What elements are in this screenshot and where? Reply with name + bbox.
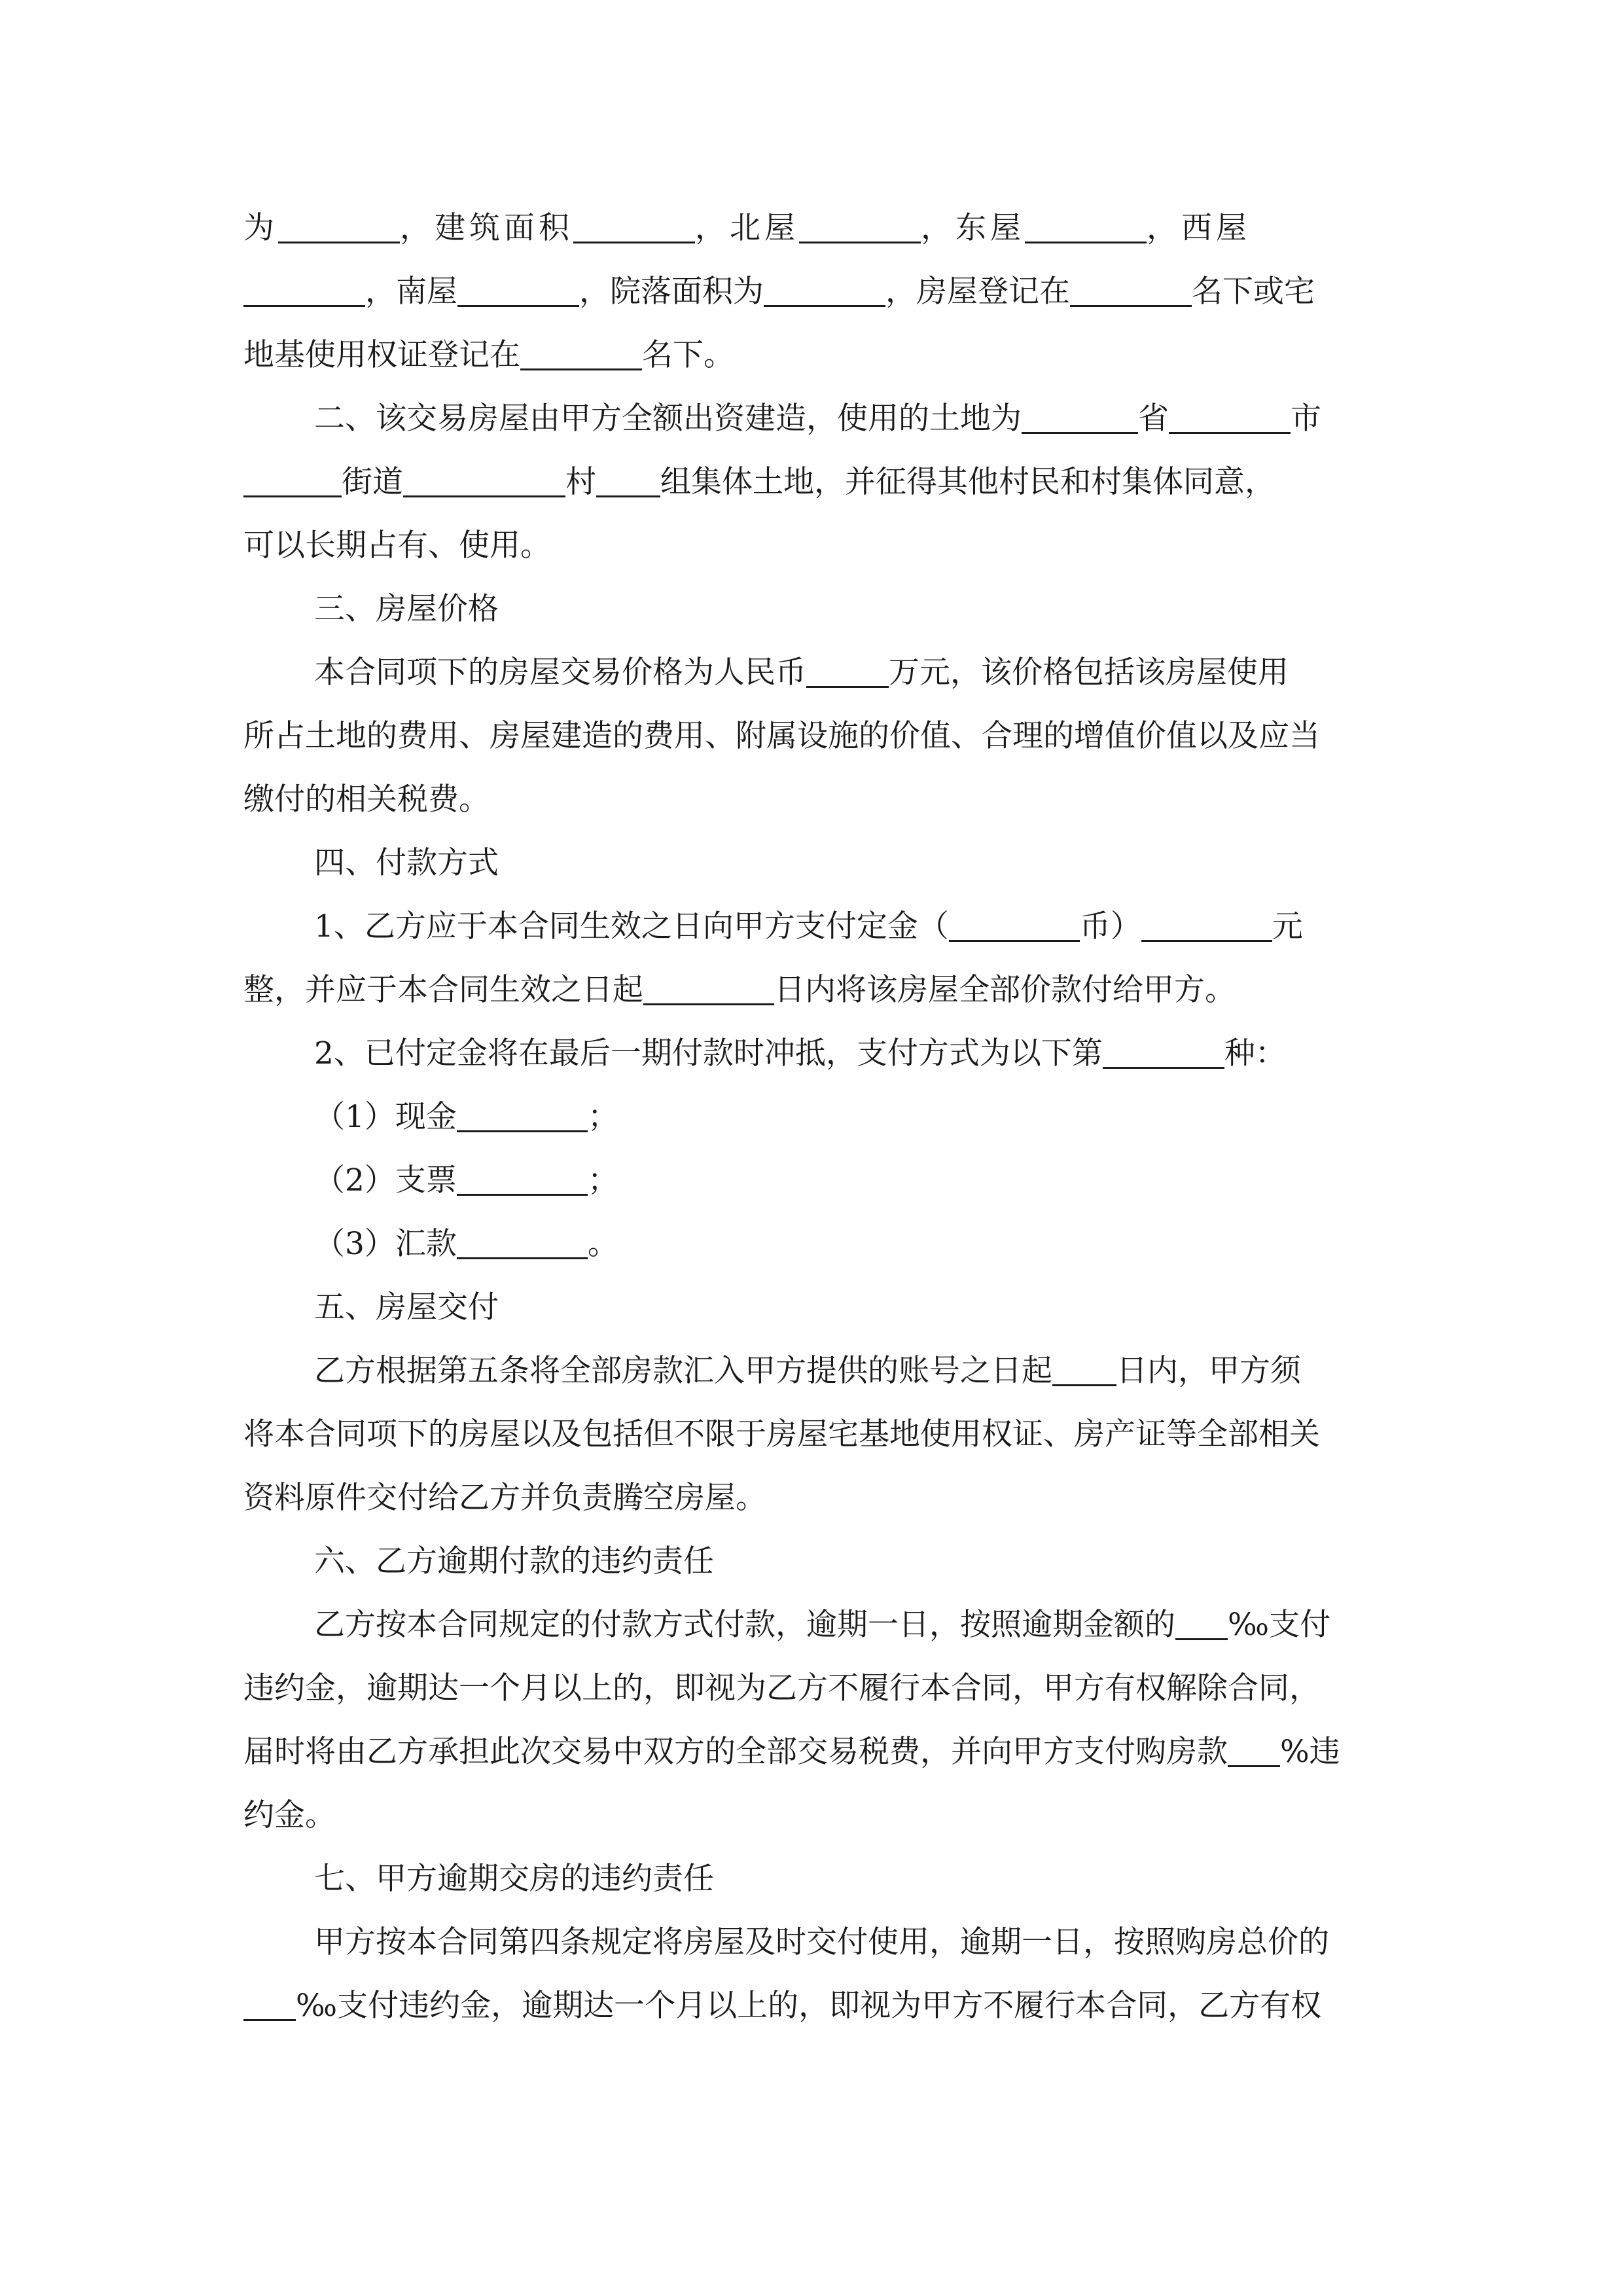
text: （3）汇款 [314,1226,457,1262]
text: 名下或宅 [1192,274,1315,310]
section5-heading: 五、房屋交付 [314,1289,499,1325]
section6-line1 [243,1593,1380,1657]
text: 。 [587,1226,618,1262]
text: 为 [243,210,278,246]
blank-field[interactable] [573,209,695,243]
payment-option-cash [243,1085,1380,1149]
text: 二、该交易房屋由甲方全额出资建造，使用的土地为 [314,401,1022,437]
blank-field[interactable] [278,209,400,243]
blank-field[interactable] [949,907,1080,942]
section4-item2 [243,1022,1380,1085]
text: 市 [1291,401,1321,437]
section3-heading: 三、房屋价格 [314,591,499,627]
blank-field[interactable] [1052,1352,1116,1386]
text: 2、已付定金将在最后一期付款时冲抵，支付方式为以下第 [314,1035,1103,1071]
section4-item1-line2 [243,958,1380,1022]
text: 日内将该房屋全部价款付给甲方。 [774,972,1236,1008]
para2-line3: 可以长期占有、使用。 [243,528,551,564]
text: ，院落面积为 [579,274,764,310]
payment-option-remittance [243,1212,1380,1276]
blank-field[interactable] [1025,209,1147,243]
para2-line2 [243,450,1380,514]
section6-line2: 违约金，逾期达一个月以上的，即视为乙方不履行本合同，甲方有权解除合同， [243,1670,1320,1706]
text: 元 [1272,908,1303,944]
text: 乙方根据第五条将全部房款汇入甲方提供的账号之日起 [314,1353,1052,1389]
section4-item1-line1 [243,895,1380,958]
text: ； [587,1162,618,1198]
section6-heading: 六、乙方逾期付款的违约责任 [314,1543,714,1579]
blank-field[interactable] [243,1986,296,2021]
section7-heading: 七、甲方逾期交房的违约责任 [314,1861,714,1897]
text: ，建筑面积 [400,210,573,246]
text: 种： [1224,1035,1286,1071]
blank-field[interactable] [764,272,885,307]
blank-field[interactable] [643,971,774,1005]
text: 村 [565,464,596,500]
text: 本合同项下的房屋交易价格为人民币 [314,655,806,691]
text: （2）支票 [314,1162,457,1198]
section5-line2: 将本合同项下的房屋以及包括但不限于房屋宅基地使用权证、房产证等全部相关 [243,1416,1320,1452]
blank-field[interactable] [1169,399,1291,434]
blank-field[interactable] [457,1225,588,1259]
blank-field[interactable] [1022,399,1138,434]
text: ，南屋 [365,274,457,310]
blank-field[interactable] [1070,272,1192,307]
text: ，房屋登记在 [885,274,1070,310]
text: 币） [1079,908,1141,944]
blank-field[interactable] [799,209,921,243]
blank-field[interactable] [806,653,889,688]
blank-field[interactable] [457,1098,588,1132]
text: ‰支付违约金，逾期达一个月以上的，即视为甲方不履行本合同，乙方有权 [296,1988,1322,2024]
blank-field[interactable] [457,1161,588,1196]
text: 省 [1138,401,1169,437]
text: 届时将由乙方承担此次交易中双方的全部交易税费，并向甲方支付购房款 [243,1734,1228,1770]
section5-line1 [243,1339,1380,1403]
payment-option-check [243,1149,1380,1212]
text: 地基使用权证登记在 [243,337,520,373]
text: ； [587,1099,618,1135]
text: ‰支付 [1228,1607,1331,1643]
section5-line3: 资料原件交付给乙方并负责腾空房屋。 [243,1480,766,1516]
document-page [243,196,1380,2037]
blank-field[interactable] [243,272,365,307]
blank-field[interactable] [520,336,642,370]
para2-line1 [243,387,1380,450]
text: 街道 [342,464,403,500]
section7-line1: 甲方按本合同第四条规定将房屋及时交付使用，逾期一日，按照购房总价的 [314,1924,1329,1960]
text: 名下。 [642,337,734,373]
section7-line2 [243,1974,1380,2037]
text: 整，并应于本合同生效之日起 [243,972,643,1008]
blank-field[interactable] [403,463,565,497]
text: 日内，甲方须 [1116,1353,1301,1389]
section3-line3: 缴付的相关税费。 [243,781,490,817]
section6-line3 [243,1720,1380,1784]
text: （1）现金 [314,1099,457,1135]
para1-line2 [243,260,1380,323]
blank-field[interactable] [457,272,579,307]
para1-line1 [243,196,1380,260]
blank-field[interactable] [596,463,660,497]
section6-line4: 约金。 [243,1797,336,1833]
text: 万元，该价格包括该房屋使用 [889,655,1289,691]
text: 乙方按本合同规定的付款方式付款，逾期一日，按照逾期金额的 [314,1607,1175,1643]
blank-field[interactable] [1141,907,1272,942]
text: ，东屋 [921,210,1025,246]
blank-field[interactable] [1175,1605,1228,1640]
blank-field[interactable] [243,463,342,497]
blank-field[interactable] [1228,1732,1280,1767]
text: ，北屋 [695,210,799,246]
blank-field[interactable] [1103,1034,1224,1069]
section4-heading: 四、付款方式 [314,845,499,881]
para1-line3 [243,323,1380,387]
text: ，西屋 [1147,210,1251,246]
text: 组集体土地，并征得其他村民和村集体同意， [660,464,1275,500]
section3-line1 [243,641,1380,704]
text: %违 [1280,1734,1340,1770]
section3-line2: 所占土地的费用、房屋建造的费用、附属设施的价值、合理的增值价值以及应当 [243,718,1320,754]
text: 1、乙方应于本合同生效之日向甲方支付定金（ [314,908,949,944]
